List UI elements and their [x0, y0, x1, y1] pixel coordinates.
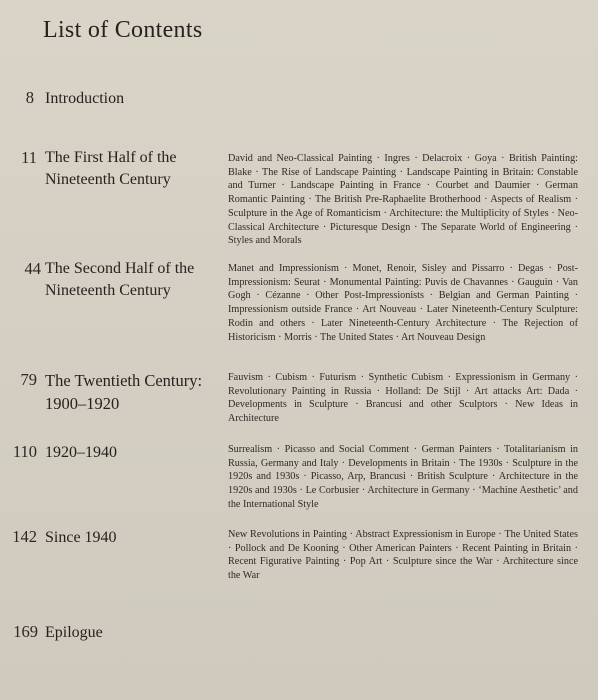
toc-page-number: 79	[20, 370, 37, 389]
toc-page-number: 44	[24, 259, 41, 278]
toc-heading: Epilogue	[45, 624, 103, 641]
toc-page-number: 142	[12, 527, 37, 546]
toc-page-number: 110	[12, 442, 37, 461]
toc-page-number: 169	[13, 622, 38, 641]
toc-heading: Since 1940	[45, 529, 117, 546]
toc-heading: The Twentieth Century: 1900–1920	[45, 371, 203, 413]
toc-description: Fauvism · Cubism · Futurism · Synthetic Cubism · Expressionism in Germany · Revolutionary Painting in Russia · Holland: De Stijl · Art attacks Art: Dada · Developments in Sculpture · Brancusi and other Sculptors · New Ideas in Architecture	[228, 372, 578, 425]
toc-description: Manet and Impressionism · Monet, Renoir, Sisley and Pissarro · Degas · Post-Impressionism: Seurat · Monumental Painting: Puvis de Chavannes · Gauguin · Van Gogh · Cézanne · Other Post-Impressionists · Belgian and German Painting · Impressionism outside France · Art Nouveau · Later Nineteenth-Century Sculpture: Rodin and others · Later Nineteenth-Century Architecture · The Rejection of Historicism · Morris · The United States · Art Nouveau Design	[228, 263, 578, 343]
toc-description: David and Neo-Classical Painting · Ingres · Delacroix · Goya · British Painting: Blake · The Rise of Landscape Painting · Landscape Painting in Britain: Constable and Turner · Landscape Painting in France · Courbet and Daumier · German Romantic Painting · The British Pre-Raphaelite Brotherhood · Aspects of Realism · Sculpture in the Age of Romanticism · Architecture: the Multiplicity of Styles · Neo-Classical Architecture · Picturesque Design · The Separate World of Engineering · Styles and Morals	[228, 153, 578, 247]
toc-description: New Revolutions in Painting · Abstract Expressionism in Europe · The United States · Pollock and De Kooning · Other American Painters · Recent Painting in Britain · Recent Figurative Painting · Pop Art · Sculpture since the War · Architecture since the War	[228, 529, 578, 582]
toc-heading: Introduction	[45, 90, 125, 107]
toc-description: Surrealism · Picasso and Social Comment · German Painters · Totalitarianism in Russia, Germany and Italy · Developments in Britain · The 1930s · Sculpture in the 1920s and 1930s · Picasso, Arp, Brancusi · British Sculpture · Architecture in the 1920s and 1930s · Le Corbusier · Architecture in Germany · ‘Machine Aesthetic’ and the International Style	[228, 444, 578, 510]
toc-heading: The First Half of the Nineteenth Century	[45, 149, 177, 188]
page-title: List of Contents	[43, 17, 203, 43]
toc-heading: The Second Half of the Nineteenth Century	[45, 260, 195, 299]
toc-page-number: 8	[25, 88, 34, 107]
toc-page-number: 11	[21, 148, 37, 167]
toc-heading: 1920–1940	[45, 444, 117, 461]
